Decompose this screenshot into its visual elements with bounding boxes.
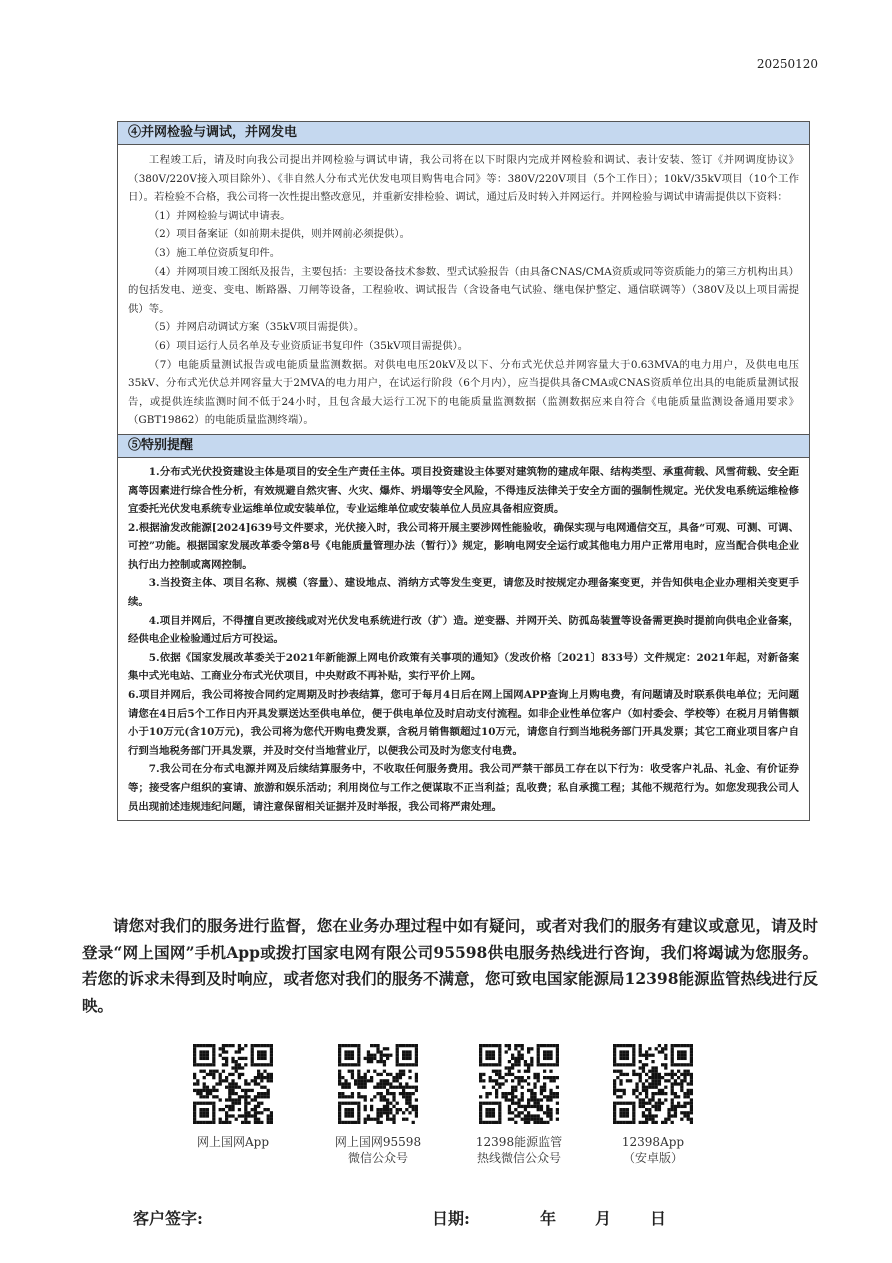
section4-paragraph: （5）并网启动调试方案（35kV项目需提供）。 xyxy=(148,321,365,334)
qr-code-icon xyxy=(193,1044,273,1124)
reminder-item: 6.项目并网后，我公司将按合同约定周期及时抄表结算，您可于每月4日后在网上国网APP查询上月购电费，有问题请及时联系供电单位；无问题请您在4日后5个工作日内开具发票送达至供电单位，便于供电单位及时启动支付流程。如非企业性单位客户（如村委会、学校等）在税月月销售额小于10万元(含10万元)，我公司将为您代开购电费发票，含税月销售额超过10万元，请您自行到当地税务部门开具发票；其它工商业项目客户自行到当地税务部门开具发票，并及时交付当地营业厅，以便我公司及时为您支付电费。 xyxy=(128,689,799,757)
date-label: 日期: xyxy=(432,1209,470,1228)
month-label: 月 xyxy=(595,1209,612,1228)
qr-wechat-12398 xyxy=(449,1044,589,1166)
year-label: 年 xyxy=(540,1209,557,1228)
section4-body xyxy=(118,145,809,434)
qr-caption: 12398能源监管 xyxy=(475,1135,563,1149)
qr-caption: 热线微信公众号 xyxy=(476,1151,561,1165)
section4-paragraph: （3）施工单位资质复印件。 xyxy=(148,246,281,259)
section4-paragraph: （4）并网项目竣工图纸及报告，主要包括：主要设备技术参数、型式试验报告（由具备CNAS/CMA资质或同等资质能力的第三方机构出具）的包括发电、逆变、变电、断路器、刀闸等设备，工程验收、调试报告（含设备电气试验、继电保护整定、通信联调等）（380V及以上项目需提供）等。 xyxy=(128,265,799,315)
qr-code-icon xyxy=(479,1044,559,1124)
section5-body xyxy=(118,458,809,820)
section4-paragraph: （6）项目运行人员名单及专业资质证书复印件（35kV项目需提供）。 xyxy=(148,339,469,352)
qr-code-icon xyxy=(338,1044,418,1124)
qr-caption: 12398App xyxy=(621,1135,685,1149)
qr-code-row xyxy=(0,1044,892,1184)
qr-wechat-95598 xyxy=(308,1044,448,1166)
closing-paragraph: 请您对我们的服务进行监督，您在业务办理过程中如有疑问，或者对我们的服务有建议或意见，请及时登录“网上国网”手机App或拨打国家电网有限公司95598供电服务热线进行咨询，我们将竭诚为您服务。若您的诉求未得到及时响应，或者您对我们的服务不满意，您可致电国家能源局12398能源监管热线进行反映。 xyxy=(82,916,818,1015)
qr-app-12398 xyxy=(583,1044,723,1166)
reminder-item: 1.分布式光伏投资建设主体是项目的安全生产责任主体。项目投资建设主体要对建筑物的建成年限、结构类型、承重荷载、风雪荷载、安全距离等因素进行综合性分析，有效规避自然灾害、火灾、爆炸、坍塌等安全风险，不得违反法律关于安全方面的强制性规定。光伏发电系统运维检修宜委托光伏发电系统专业运维单位或安装单位，专业运维单位或安装单位人员应具备相应资质。 xyxy=(128,465,799,516)
reminder-item: 5.依据《国家发展改革委关于2021年新能源上网电价政策有关事项的通知》（发改价格〔2021〕833号）文件规定：2021年起，对新备案集中式光电站、工商业分布式光伏项目，中央财政不再补贴，实行平价上网。 xyxy=(128,651,799,683)
document-number: 20250120 xyxy=(756,57,818,71)
reminder-item: 7.我公司在分布式电源并网及后续结算服务中，不收取任何服务费用。我公司严禁干部员工存在以下行为：收受客户礼品、礼金、有价证券等；接受客户组织的宴请、旅游和娱乐活动；利用岗位与工作之便谋取不正当利益；乱收费；私自承揽工程；其他不规范行为。如您发现我公司人员出现前述违规违纪问题，请注意保留相关证据并及时举报，我公司将严肃处理。 xyxy=(128,763,799,813)
qr-caption: 微信公众号 xyxy=(347,1151,408,1165)
section4-paragraph: （2）项目备案证（如前期未提供，则并网前必须提供）。 xyxy=(148,228,410,241)
reminder-item: 3.当投资主体、项目名称、规模（容量）、建设地点、消纳方式等发生变更，请您及时按规定办理备案变更，并告知供电企业办理相关变更手续。 xyxy=(128,577,799,609)
section4-paragraph: 工程竣工后，请及时向我公司提出并网检验与调试申请，我公司将在以下时限内完成并网检验和调试、表计安装、签订《并网调度协议》（380V/220V接入项目除外）、《非自然人分布式光伏发电项目购售电合同》等：380V/220V项目（5个工作日）；10kV/35kV项目（10个工作日）。若检验不合格，我公司将一次性提出整改意见，并重新安排检验、调试，通过后及时转入并网运行。并网检验与调试申请需提供以下资料： xyxy=(128,154,799,204)
qr-caption: 网上国网App xyxy=(196,1135,270,1149)
day-label: 日 xyxy=(650,1209,667,1228)
reminder-item: 4.项目并网后，不得擅自更改接线或对光伏发电系统进行改（扩）造。逆变器、并网开关、防孤岛装置等设备需更换时提前向供电企业备案，经供电企业检验通过后方可投运。 xyxy=(128,614,799,646)
customer-signature-label: 客户签字: xyxy=(133,1209,203,1228)
qr-code-icon xyxy=(613,1044,693,1124)
info-table xyxy=(117,121,810,821)
reminder-item: 2.根据渝发改能源[2024]639号文件要求，光伏接入时，我公司将开展主要涉网性能验收，确保实现与电网通信交互，具备“可观、可测、可调、可控”功能。根据国家发展改革委令第8号《电能质量管理办法（暂行）》规定，影响电网安全运行或其他电力用户正常用电时，应当配合供电企业执行出力控制或离网控制。 xyxy=(128,521,799,571)
qr-caption: 网上国网95598 xyxy=(334,1135,422,1149)
section4-title: ④并网检验与调试，并网发电 xyxy=(118,122,809,145)
section4-paragraph: （1）并网检验与调试申请表。 xyxy=(148,209,291,222)
qr-app xyxy=(163,1044,303,1150)
section5-title: ⑤特别提醒 xyxy=(118,434,809,458)
section4-paragraph: （7）电能质量测试报告或电能质量监测数据。对供电电压20kV及以下、分布式光伏总并网容量大于0.63MVA的电力用户，及供电电压35kV、分布式光伏总并网容量大于2MVA的电力用户，在试运行阶段（6个月内），应当提供具备CMA或CNAS资质单位出具的电能质量测试报告，或提供连续监测时间不低于24小时，且包含最大运行工况下的电能质量监测数据（监测数据应来自符合《电能质量监测设备通用要求》（GBT19862）的电能质量监测终端）。 xyxy=(128,358,799,427)
qr-caption: （安卓版） xyxy=(622,1151,683,1165)
